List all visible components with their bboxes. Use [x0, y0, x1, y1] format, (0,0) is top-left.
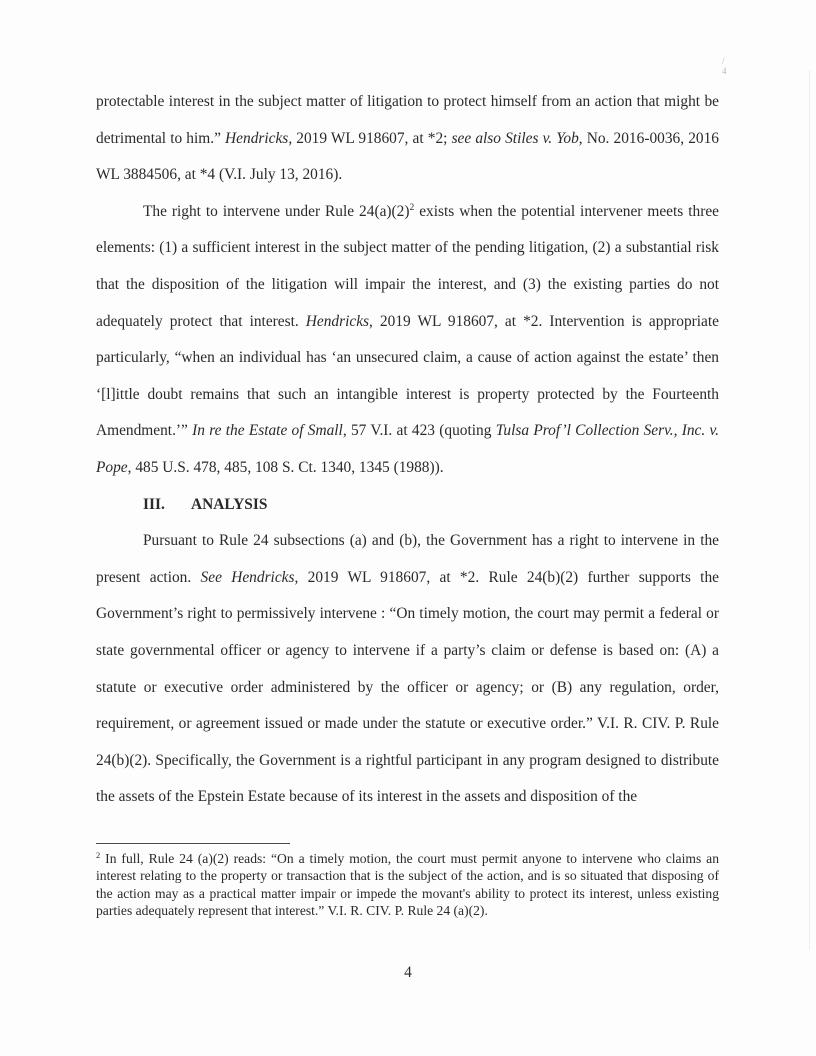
- footnote-reference[interactable]: 2: [409, 202, 415, 213]
- paragraph-2-text-1: The right to intervene under Rule 24(a)(2): [143, 202, 410, 220]
- paragraph-2: [96, 194, 719, 487]
- paragraph-2-text-5: , 485 U.S. 478, 485, 108 S. Ct. 1340, 1345 (1988)).: [127, 458, 444, 476]
- paragraph-3: [96, 523, 719, 816]
- case-citation-stiles: see also Stiles v. Yob: [451, 129, 579, 147]
- paragraph-2-text-4: , 57 V.I. at 423 (quoting: [342, 422, 496, 440]
- case-citation-see-hendricks: See Hendricks: [200, 568, 295, 586]
- paragraph-1-text-2: , 2019 WL 918607, at *2;: [288, 129, 452, 147]
- case-citation-tulsa: Tulsa Prof’l Collection Serv., Inc. v. Pope: [96, 422, 720, 476]
- paragraph-2-text-2: exists when the potential intervener meets three elements: (1) a sufficient interest in the subject matter of the pending litigation, (2) a substantial risk that the disposition of the litigation will impair the interest, and (3) the existing parties do not adequately protect that interest.: [96, 202, 719, 330]
- paragraph-3-text-2: , 2019 WL 918607, at *2. Rule 24(b)(2) further supports the Government’s right to permissively intervene : “On timely motion, the court may permit a federal or state governmental officer or agency to intervene if a party’s claim or defense is based on: (A) a statute or executive order administered by the officer or agency; or (B) any regulation, order, requirement, or agreement issued or made under the statute or executive order.” V.I. R. CIV. P. Rule 24(b)(2). Specifically, the Government is a rightful participant in any program designed to distribute the assets of the Epstein Estate because of its interest in the assets and disposition of the: [96, 568, 719, 806]
- page-number: 4: [404, 964, 412, 981]
- corner-mark: / 4: [722, 56, 767, 76]
- paragraph-1-text-1: protectable interest in the subject matter of litigation to protect himself from an action that might be detrimental to him.”: [96, 93, 719, 147]
- paragraph-1: [96, 84, 719, 194]
- body-text: [96, 84, 719, 816]
- footnote-2: [96, 850, 719, 920]
- footnote-text: In full, Rule 24 (a)(2) reads: “On a timely motion, the court must permit anyone to intervene who claims an interest relating to the property or transaction that is the subject of the action, and is so situated that disposing of the action may as a practical matter impair or impede the movant's ability to protect its interest, unless existing parties adequately represent that interest.” V.I. R. CIV. P. Rule 24 (a)(2).: [96, 851, 719, 919]
- section-heading: [96, 487, 719, 524]
- case-citation-hendricks: Hendricks: [305, 312, 370, 330]
- case-citation-hendricks: Hendricks: [225, 129, 289, 147]
- paragraph-1-text-3: , No. 2016-0036, 2016 WL 3884506, at *4 (V.I. July 13, 2016).: [96, 129, 719, 184]
- section-title: ANALYSIS: [191, 495, 268, 513]
- scan-edge: [809, 70, 810, 950]
- paragraph-2-text-3: , 2019 WL 918607, at *2. Intervention is appropriate particularly, “when an individual has ‘an unsecured claim, a cause of action against the estate’ then ‘[l]ittle doubt remains that such an intangible interest is property protected by the Fourteenth Amendment.’”: [96, 312, 719, 440]
- case-citation-estate-of-small: In re the Estate of Small: [192, 422, 343, 440]
- footnote-divider: [96, 843, 290, 844]
- section-number: III.: [143, 495, 165, 513]
- footnote-marker: 2: [96, 850, 101, 860]
- paragraph-3-text-1: Pursuant to Rule 24 subsections (a) and (b), the Government has a right to intervene in the present action.: [96, 532, 719, 586]
